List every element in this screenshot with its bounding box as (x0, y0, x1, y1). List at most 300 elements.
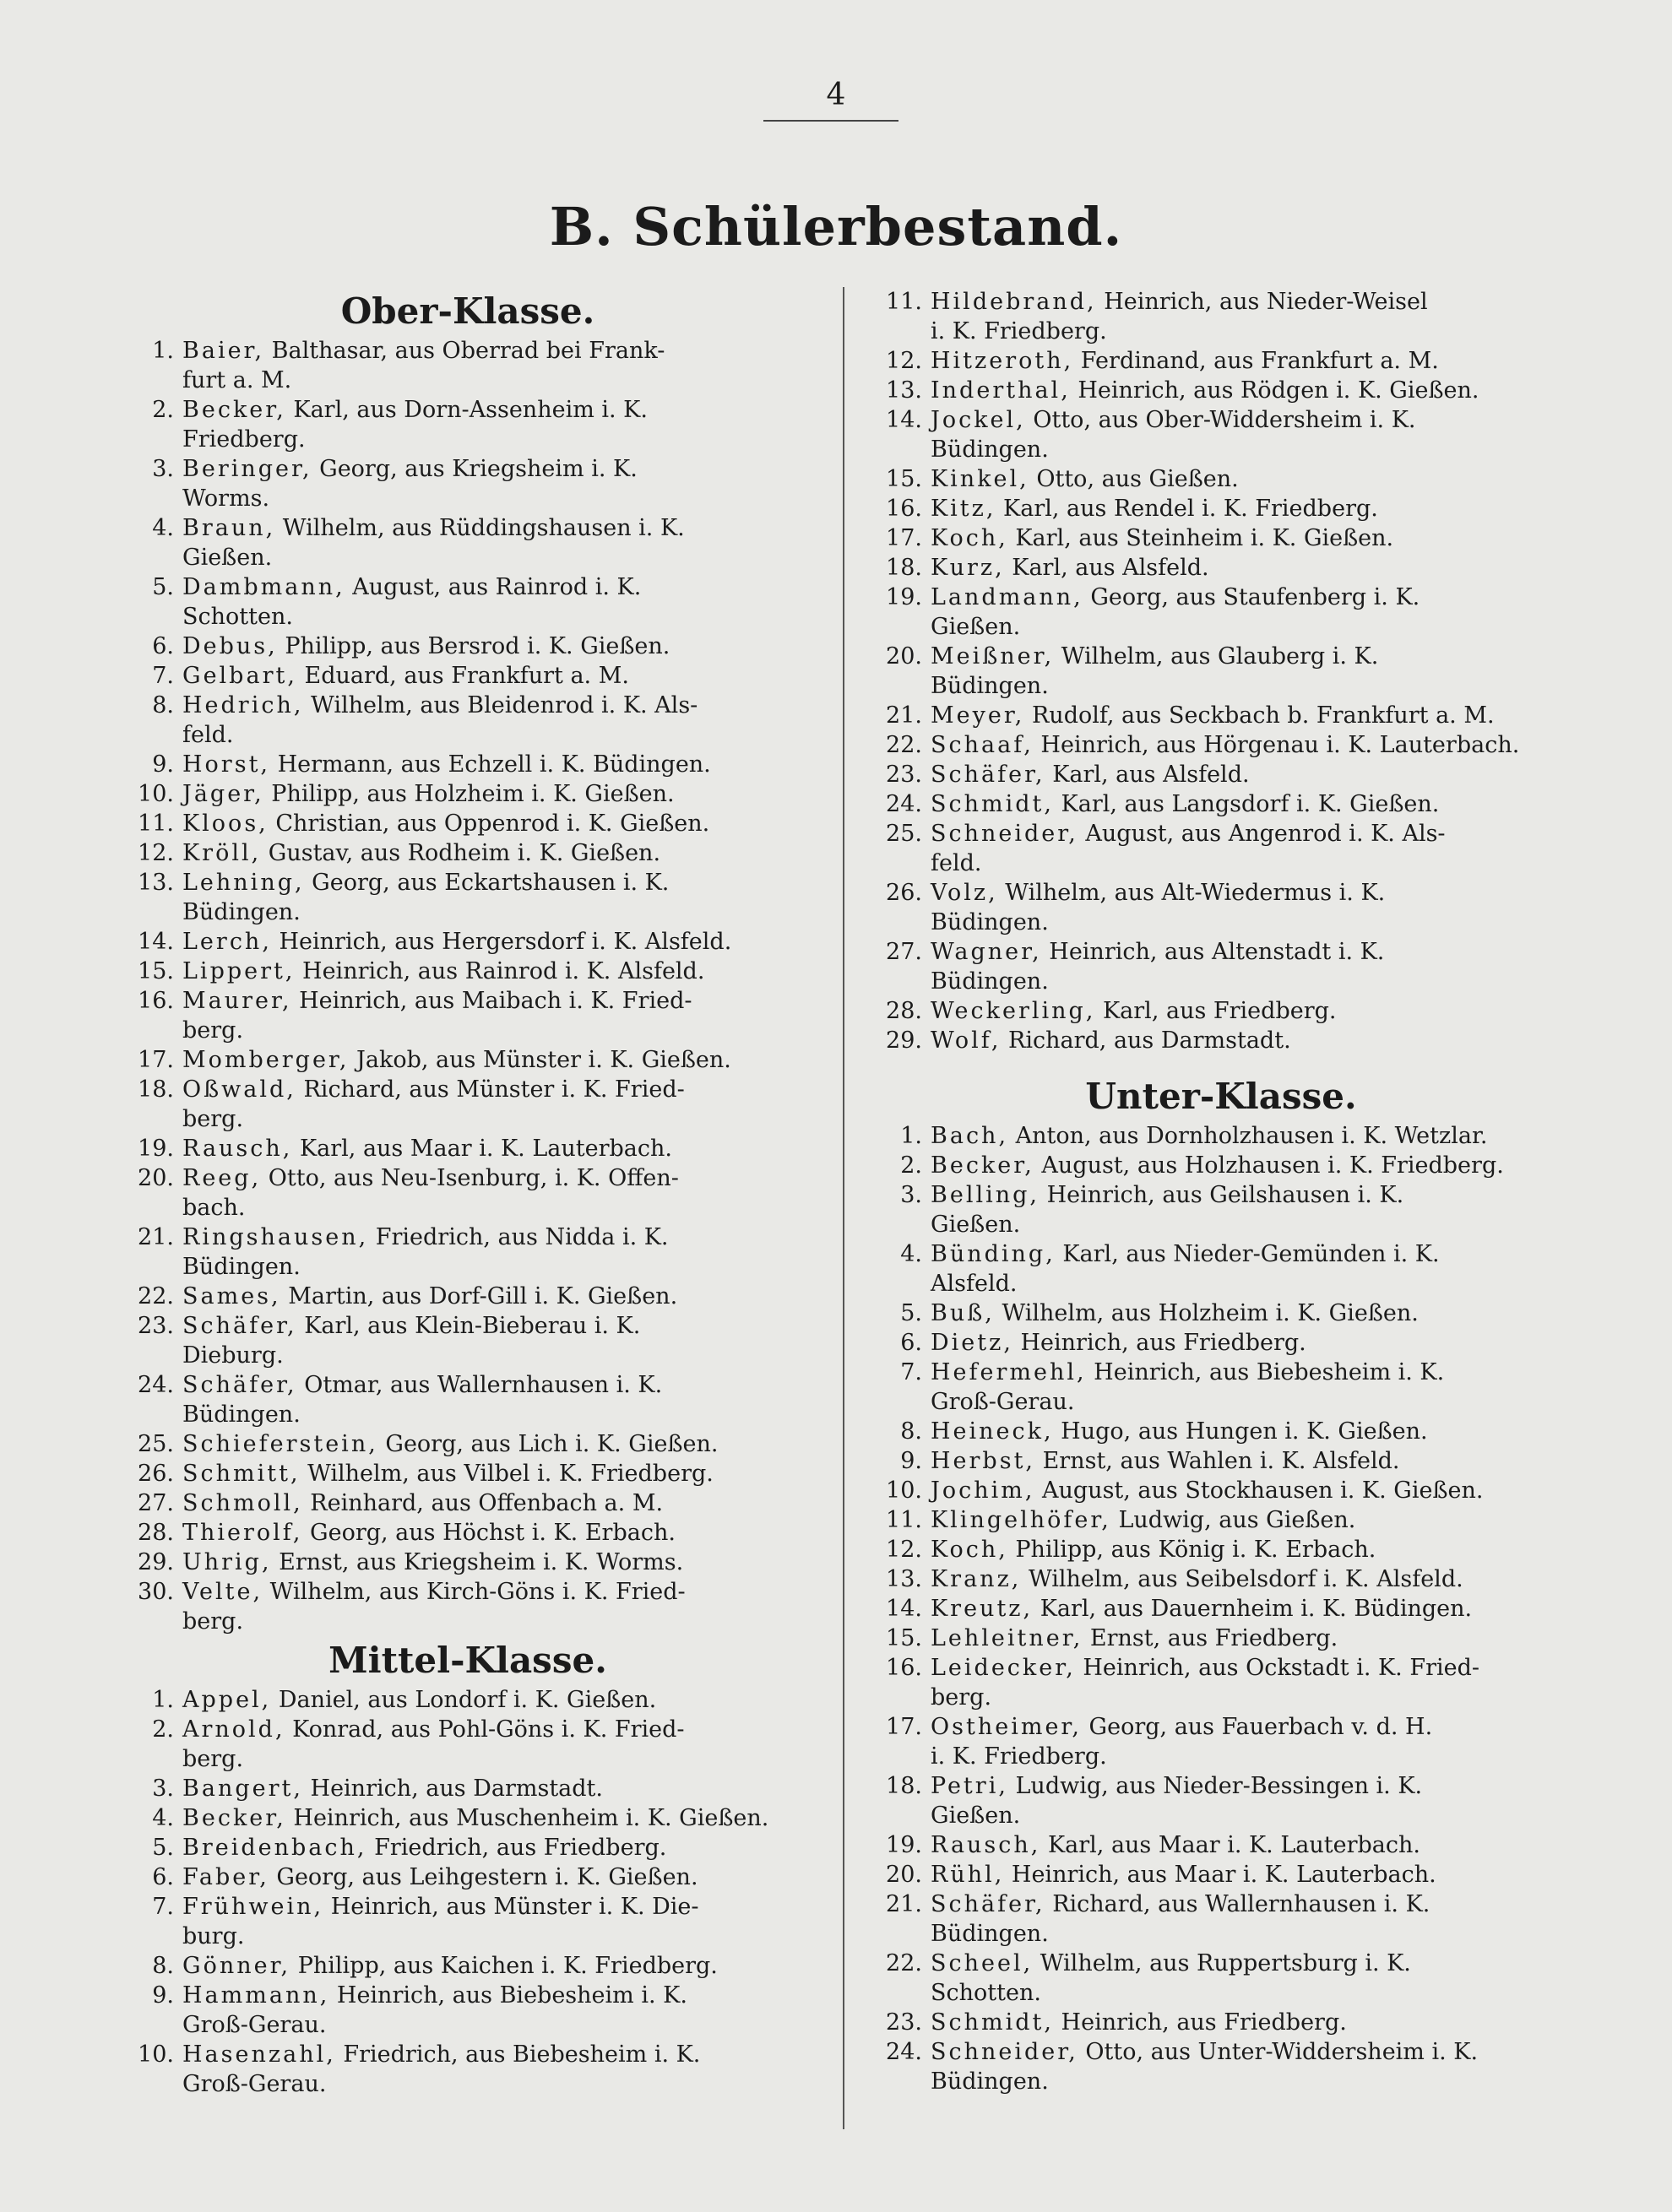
student-details: Heinrich, aus Hergersdorf i. K. Alsfeld. (271, 929, 732, 955)
header-rule (763, 120, 898, 122)
student-surname: Schmitt, (182, 1461, 301, 1487)
student-details: Heinrich, aus Rainrod i. K. Alsfeld. (295, 958, 705, 984)
student-surname: Hammann, (182, 1982, 330, 2009)
list-item (127, 1370, 809, 1429)
student-details: Jakob, aus Münster i. K. Gießen. (349, 1047, 731, 1073)
student-surname: Appel, (182, 1687, 272, 1713)
student-details: August, aus Angenrod i. K. Als- (1078, 821, 1446, 847)
entry-number: 12. (886, 1537, 922, 1563)
entry-text (931, 937, 1567, 996)
student-details: Heinrich, aus Biebesheim i. K. (1086, 1359, 1445, 1385)
unter-klasse-heading: Unter-Klasse. (1085, 1076, 1357, 1117)
student-details: Philipp, aus Kaichen i. K. Friedberg. (290, 1953, 718, 1979)
entry-number: 6. (900, 1330, 922, 1356)
student-surname: Schieferstein, (182, 1431, 378, 1457)
entry-text (931, 523, 1567, 553)
student-surname: Kinkel, (931, 466, 1029, 492)
student-surname: Schmidt, (931, 2009, 1054, 2036)
ober-klasse-list (127, 336, 809, 1636)
student-surname: Wolf, (931, 1027, 1002, 1054)
entry-number: 29. (886, 1027, 922, 1054)
list-item (127, 1715, 809, 1774)
list-item (127, 750, 809, 779)
list-item (875, 996, 1567, 1026)
list-item (127, 1459, 809, 1488)
student-details-continued: Gießen. (182, 545, 273, 571)
entry-number: 24. (138, 1372, 174, 1398)
entry-number: 15. (138, 958, 174, 984)
entry-number: 4. (900, 1241, 922, 1267)
mittel-klasse-heading: Mittel-Klasse. (328, 1640, 607, 1681)
entry-number: 23. (138, 1313, 174, 1339)
student-details: Georg, aus Lich i. K. Gießen. (377, 1431, 719, 1457)
entry-number: 20. (886, 1862, 922, 1888)
student-details-continued: feld. (931, 850, 982, 876)
entry-number: 14. (886, 407, 922, 433)
student-details: Balthasar, aus Oberrad bei Frank- (264, 338, 665, 364)
student-surname: Bünding, (931, 1241, 1056, 1267)
list-item (127, 1803, 809, 1833)
list-item (127, 1774, 809, 1803)
entry-text (931, 1564, 1567, 1594)
entry-number: 24. (886, 2039, 922, 2065)
student-surname: Schäfer, (931, 762, 1045, 788)
entry-number: 20. (886, 643, 922, 670)
entry-text (931, 2008, 1567, 2037)
student-surname: Weckerling, (931, 998, 1096, 1024)
entry-number: 26. (138, 1461, 174, 1487)
list-item (127, 1488, 809, 1518)
student-details: Richard, aus Münster i. K. Fried- (296, 1076, 685, 1103)
student-details: Georg, aus Leihgestern i. K. Gießen. (269, 1864, 698, 1890)
list-item (875, 701, 1567, 730)
entry-number: 17. (886, 525, 922, 551)
entry-text (931, 1180, 1567, 1239)
entry-number: 18. (886, 1773, 922, 1799)
entry-number: 29. (138, 1549, 174, 1575)
entry-text (182, 1429, 809, 1459)
student-surname: Velte, (182, 1579, 263, 1605)
student-details-continued: Groß-Gerau. (931, 1389, 1075, 1415)
student-details-continued: feld. (182, 722, 234, 748)
student-details: Ludwig, aus Gießen. (1110, 1507, 1356, 1533)
entry-text (931, 1121, 1567, 1151)
entry-number: 9. (152, 1982, 174, 2009)
student-surname: Becker, (931, 1152, 1034, 1179)
student-details: Reinhard, aus Offenbach a. M. (302, 1490, 664, 1516)
entry-text (182, 691, 809, 750)
student-details: Otto, aus Neu-Isenburg, i. K. Offen- (261, 1165, 679, 1191)
student-details-continued: berg. (182, 1746, 244, 1772)
entry-number: 1. (900, 1123, 922, 1149)
student-details-continued: berg. (182, 1106, 244, 1132)
student-details: Otto, aus Ober-Widdersheim i. K. (1025, 407, 1416, 433)
student-surname: Schäfer, (182, 1313, 297, 1339)
entry-text (182, 927, 809, 957)
entry-number: 15. (886, 1625, 922, 1651)
student-details-continued: Gießen. (931, 614, 1021, 640)
list-item (875, 1653, 1567, 1712)
student-details-continued: furt a. M. (182, 367, 292, 393)
entry-number: 2. (152, 1716, 174, 1743)
unter-klasse-list (875, 1121, 1567, 2096)
entry-number: 11. (138, 811, 174, 837)
entry-text (182, 632, 809, 661)
list-item (875, 1771, 1567, 1830)
entry-text (931, 878, 1567, 937)
student-details-continued: Groß-Gerau. (182, 2012, 327, 2038)
student-details: Wilhelm, aus Seibelsdorf i. K. Alsfeld. (1021, 1566, 1463, 1592)
student-surname: Lerch, (182, 929, 272, 955)
list-item (875, 1889, 1567, 1949)
list-item (875, 464, 1567, 494)
student-surname: Schäfer, (182, 1372, 297, 1398)
list-item (875, 1121, 1567, 1151)
student-surname: Herbst, (931, 1448, 1036, 1474)
entry-text (182, 572, 809, 632)
student-details: Heinrich, aus Darmstadt. (302, 1776, 603, 1802)
student-surname: Frühwein, (182, 1894, 324, 1920)
entry-text (931, 1889, 1567, 1949)
list-item (127, 1223, 809, 1282)
student-details-continued: Büdingen. (931, 436, 1049, 463)
entry-text (931, 1535, 1567, 1564)
student-details-continued: Büdingen. (931, 909, 1049, 935)
list-item (875, 1180, 1567, 1239)
entry-number: 7. (900, 1359, 922, 1385)
entry-number: 11. (886, 289, 922, 315)
list-item (875, 2008, 1567, 2037)
entry-text (931, 642, 1567, 701)
student-surname: Hitzeroth, (931, 348, 1074, 374)
student-details: Wilhelm, aus Kirch-Göns i. K. Fried- (263, 1579, 686, 1605)
student-details: Rudolf, aus Seckbach b. Frankfurt a. M. (1024, 702, 1495, 729)
entry-text (931, 494, 1567, 523)
student-details: Heinrich, aus Biebesheim i. K. (329, 1982, 687, 2009)
column-divider (843, 287, 844, 2129)
entry-text (182, 1577, 809, 1636)
student-details: Heinrich, aus Nieder-Weisel (1096, 289, 1428, 315)
entry-text (931, 996, 1567, 1026)
student-details-continued: burg. (182, 1923, 245, 1949)
student-details: Hermann, aus Echzell i. K. Büdingen. (270, 751, 711, 778)
student-details-continued: bach. (182, 1195, 246, 1221)
student-surname: Wagner, (931, 939, 1042, 965)
entry-number: 27. (138, 1490, 174, 1516)
entry-text (182, 779, 809, 809)
list-item (127, 868, 809, 927)
entry-number: 8. (152, 692, 174, 718)
entry-number: 14. (886, 1596, 922, 1622)
entry-text (931, 583, 1567, 642)
left-column (127, 287, 809, 2099)
student-details: Georg, aus Fauerbach v. d. H. (1081, 1714, 1433, 1740)
student-details: Philipp, aus König i. K. Erbach. (1007, 1537, 1376, 1563)
entry-number: 17. (138, 1047, 174, 1073)
student-details: Karl, aus Steinheim i. K. Gießen. (1007, 525, 1394, 551)
entry-number: 18. (886, 555, 922, 581)
list-item (127, 1951, 809, 1981)
list-item (875, 1624, 1567, 1653)
entry-text (182, 1685, 809, 1715)
student-details-continued: Büdingen. (931, 2068, 1049, 2095)
list-item (875, 1564, 1567, 1594)
student-details: Heinrich, aus Hörgenau i. K. Lauterbach. (1033, 732, 1520, 758)
list-item (875, 1151, 1567, 1180)
entry-number: 21. (138, 1224, 174, 1250)
entry-text (182, 1223, 809, 1282)
student-surname: Hefermehl, (931, 1359, 1087, 1385)
student-details-continued: Schotten. (931, 1980, 1041, 2006)
student-surname: Debus, (182, 633, 278, 659)
student-details: Eduard, aus Frankfurt a. M. (296, 663, 629, 689)
student-surname: Hedrich, (182, 692, 304, 718)
list-item (875, 1949, 1567, 2008)
student-surname: Jockel, (931, 407, 1026, 433)
entry-number: 25. (138, 1431, 174, 1457)
entry-text (931, 287, 1567, 346)
student-surname: Hasenzahl, (182, 2041, 336, 2068)
list-item (127, 572, 809, 632)
entry-text (182, 1518, 809, 1548)
entry-number: 10. (138, 2041, 174, 2068)
student-surname: Bach, (931, 1123, 1009, 1149)
student-surname: Leidecker, (931, 1655, 1076, 1681)
entry-number: 1. (152, 338, 174, 364)
student-details: Georg, aus Höchst i. K. Erbach. (302, 1520, 676, 1546)
entry-text (182, 395, 809, 454)
student-surname: Heineck, (931, 1418, 1054, 1445)
student-details: Wilhelm, aus Glauberg i. K. (1054, 643, 1379, 670)
student-details-continued: Friedberg. (182, 426, 306, 453)
student-surname: Scheel, (931, 1950, 1034, 1976)
entry-number: 3. (900, 1182, 922, 1208)
student-surname: Kröll, (182, 840, 262, 866)
entry-text (182, 750, 809, 779)
entry-number: 7. (152, 1894, 174, 1920)
student-details: Richard, aus Darmstadt. (1001, 1027, 1291, 1054)
list-item (875, 553, 1567, 583)
list-item (875, 287, 1567, 346)
student-details: Richard, aus Wallernhausen i. K. (1045, 1891, 1430, 1917)
entry-text (931, 405, 1567, 464)
student-details: Heinrich, aus Friedberg. (1012, 1330, 1306, 1356)
list-item (127, 838, 809, 868)
entry-text (182, 661, 809, 691)
list-item (127, 1134, 809, 1163)
student-details: Karl, aus Dorn-Assenheim i. K. (285, 397, 648, 423)
entry-text (182, 1370, 809, 1429)
student-details-continued: Büdingen. (182, 1254, 301, 1280)
student-surname: Koch, (931, 525, 1008, 551)
student-surname: Bangert, (182, 1776, 303, 1802)
list-item (127, 957, 809, 986)
entry-text (182, 809, 809, 838)
student-details: Karl, aus Maar i. K. Lauterbach. (292, 1136, 672, 1162)
entry-number: 4. (152, 1805, 174, 1831)
list-item (127, 2040, 809, 2099)
list-item (127, 1518, 809, 1548)
student-details: Georg, aus Staufenberg i. K. (1083, 584, 1420, 610)
list-item (127, 336, 809, 395)
entry-text (182, 1892, 809, 1951)
entry-number: 23. (886, 762, 922, 788)
entry-number: 22. (886, 732, 922, 758)
student-details: Friedrich, aus Friedberg. (366, 1835, 667, 1861)
entry-text (182, 454, 809, 513)
page-number: 4 (826, 78, 846, 112)
student-surname: Schmidt, (931, 791, 1054, 817)
list-item (875, 937, 1567, 996)
student-surname: Dambmann, (182, 574, 345, 600)
student-details: Karl, aus Alsfeld. (1004, 555, 1209, 581)
entry-text (931, 1476, 1567, 1505)
student-details: Konrad, aus Pohl-Göns i. K. Fried- (285, 1716, 685, 1743)
student-surname: Breidenbach, (182, 1835, 367, 1861)
student-surname: Schmoll, (182, 1490, 303, 1516)
entry-text (931, 346, 1567, 376)
entry-number: 16. (886, 1655, 922, 1681)
entry-text (931, 1624, 1567, 1653)
entry-number: 21. (886, 1891, 922, 1917)
entry-text (182, 336, 809, 395)
student-surname: Klingelhöfer, (931, 1507, 1111, 1533)
entry-text (182, 1774, 809, 1803)
entry-text (931, 701, 1567, 730)
entry-number: 25. (886, 821, 922, 847)
entry-number: 9. (152, 751, 174, 778)
entry-text (931, 819, 1567, 878)
student-surname: Schäfer, (931, 1891, 1045, 1917)
student-details: Otmar, aus Wallernhausen i. K. (296, 1372, 663, 1398)
student-details: Wilhelm, aus Holzheim i. K. Gießen. (994, 1300, 1419, 1326)
entry-text (931, 1505, 1567, 1535)
entry-text (931, 1830, 1567, 1860)
student-details: Heinrich, aus Friedberg. (1053, 2009, 1347, 2036)
list-item (127, 454, 809, 513)
student-surname: Lippert, (182, 958, 296, 984)
entry-text (182, 1134, 809, 1163)
entry-text (931, 1446, 1567, 1476)
student-surname: Kranz, (931, 1566, 1022, 1592)
list-item (127, 986, 809, 1045)
student-surname: Belling, (931, 1182, 1040, 1208)
student-surname: Becker, (182, 397, 286, 423)
student-surname: Inderthal, (931, 377, 1071, 404)
student-surname: Braun, (182, 515, 276, 541)
student-surname: Schaaf, (931, 732, 1034, 758)
student-details: Wilhelm, aus Rüddingshausen i. K. (275, 515, 685, 541)
student-details-continued: Groß-Gerau. (182, 2071, 327, 2097)
entry-text (931, 2037, 1567, 2096)
list-item (875, 1860, 1567, 1889)
list-item (875, 730, 1567, 760)
entry-number: 3. (152, 456, 174, 482)
list-item (875, 1446, 1567, 1476)
student-surname: Maurer, (182, 988, 292, 1014)
entry-number: 22. (138, 1283, 174, 1309)
list-item (875, 1712, 1567, 1771)
entry-text (931, 376, 1567, 405)
list-item (875, 642, 1567, 701)
student-surname: Schneider, (931, 821, 1078, 847)
list-item (127, 1892, 809, 1951)
entry-text (182, 868, 809, 927)
entry-number: 26. (886, 880, 922, 906)
entry-number: 5. (152, 574, 174, 600)
student-surname: Rausch, (931, 1832, 1041, 1858)
student-surname: Baier, (182, 338, 265, 364)
entry-text (182, 1951, 809, 1981)
student-surname: Becker, (182, 1805, 286, 1831)
list-item (127, 1833, 809, 1862)
mittel-klasse-list-part1 (127, 1685, 809, 2099)
entry-text (182, 1311, 809, 1370)
student-details: Karl, aus Maar i. K. Lauterbach. (1040, 1832, 1420, 1858)
right-column (875, 287, 1567, 2096)
list-item (875, 494, 1567, 523)
entry-number: 19. (886, 584, 922, 610)
student-surname: Uhrig, (182, 1549, 272, 1575)
entry-text (931, 464, 1567, 494)
entry-text (182, 1548, 809, 1577)
student-surname: Oßwald, (182, 1076, 296, 1103)
student-details: Heinrich, aus Ockstadt i. K. Fried- (1075, 1655, 1480, 1681)
student-details: Anton, aus Dornholzhausen i. K. Wetzlar. (1008, 1123, 1488, 1149)
student-surname: Horst, (182, 751, 270, 778)
list-item (127, 632, 809, 661)
entry-number: 10. (138, 781, 174, 807)
list-item (875, 1594, 1567, 1624)
student-details-continued: Büdingen. (931, 673, 1049, 699)
student-details-continued: Büdingen. (931, 968, 1049, 995)
entry-number: 2. (152, 397, 174, 423)
entry-text (931, 1860, 1567, 1889)
entry-text (182, 513, 809, 572)
entry-number: 6. (152, 1864, 174, 1890)
student-details-continued: Gießen. (931, 1212, 1021, 1238)
student-details-continued: Büdingen. (182, 899, 301, 925)
list-item (875, 789, 1567, 819)
student-details: Wilhelm, aus Bleidenrod i. K. Als- (303, 692, 698, 718)
entry-number: 1. (152, 1687, 174, 1713)
student-surname: Lehleitner, (931, 1625, 1083, 1651)
entry-text (931, 789, 1567, 819)
entry-text (182, 1045, 809, 1075)
entry-number: 24. (886, 791, 922, 817)
student-details: Karl, aus Dauernheim i. K. Büdingen. (1033, 1596, 1473, 1622)
entry-text (182, 1862, 809, 1892)
entry-number: 13. (886, 377, 922, 404)
student-details: Karl, aus Langsdorf i. K. Gießen. (1053, 791, 1440, 817)
entry-text (931, 1328, 1567, 1358)
student-details: Wilhelm, aus Vilbel i. K. Friedberg. (300, 1461, 714, 1487)
entry-text (931, 1417, 1567, 1446)
entry-number: 2. (900, 1152, 922, 1179)
entry-number: 28. (138, 1520, 174, 1546)
entry-text (931, 1358, 1567, 1417)
list-item (127, 1577, 809, 1636)
entry-number: 8. (152, 1953, 174, 1979)
student-details: Heinrich, aus Geilshausen i. K. (1039, 1182, 1404, 1208)
entry-number: 4. (152, 515, 174, 541)
entry-text (931, 1151, 1567, 1180)
entry-number: 3. (152, 1776, 174, 1802)
student-details-continued: Alsfeld. (931, 1271, 1018, 1297)
student-surname: Hildebrand, (931, 289, 1097, 315)
student-surname: Meißner, (931, 643, 1055, 670)
student-details: Georg, aus Kriegsheim i. K. (312, 456, 638, 482)
